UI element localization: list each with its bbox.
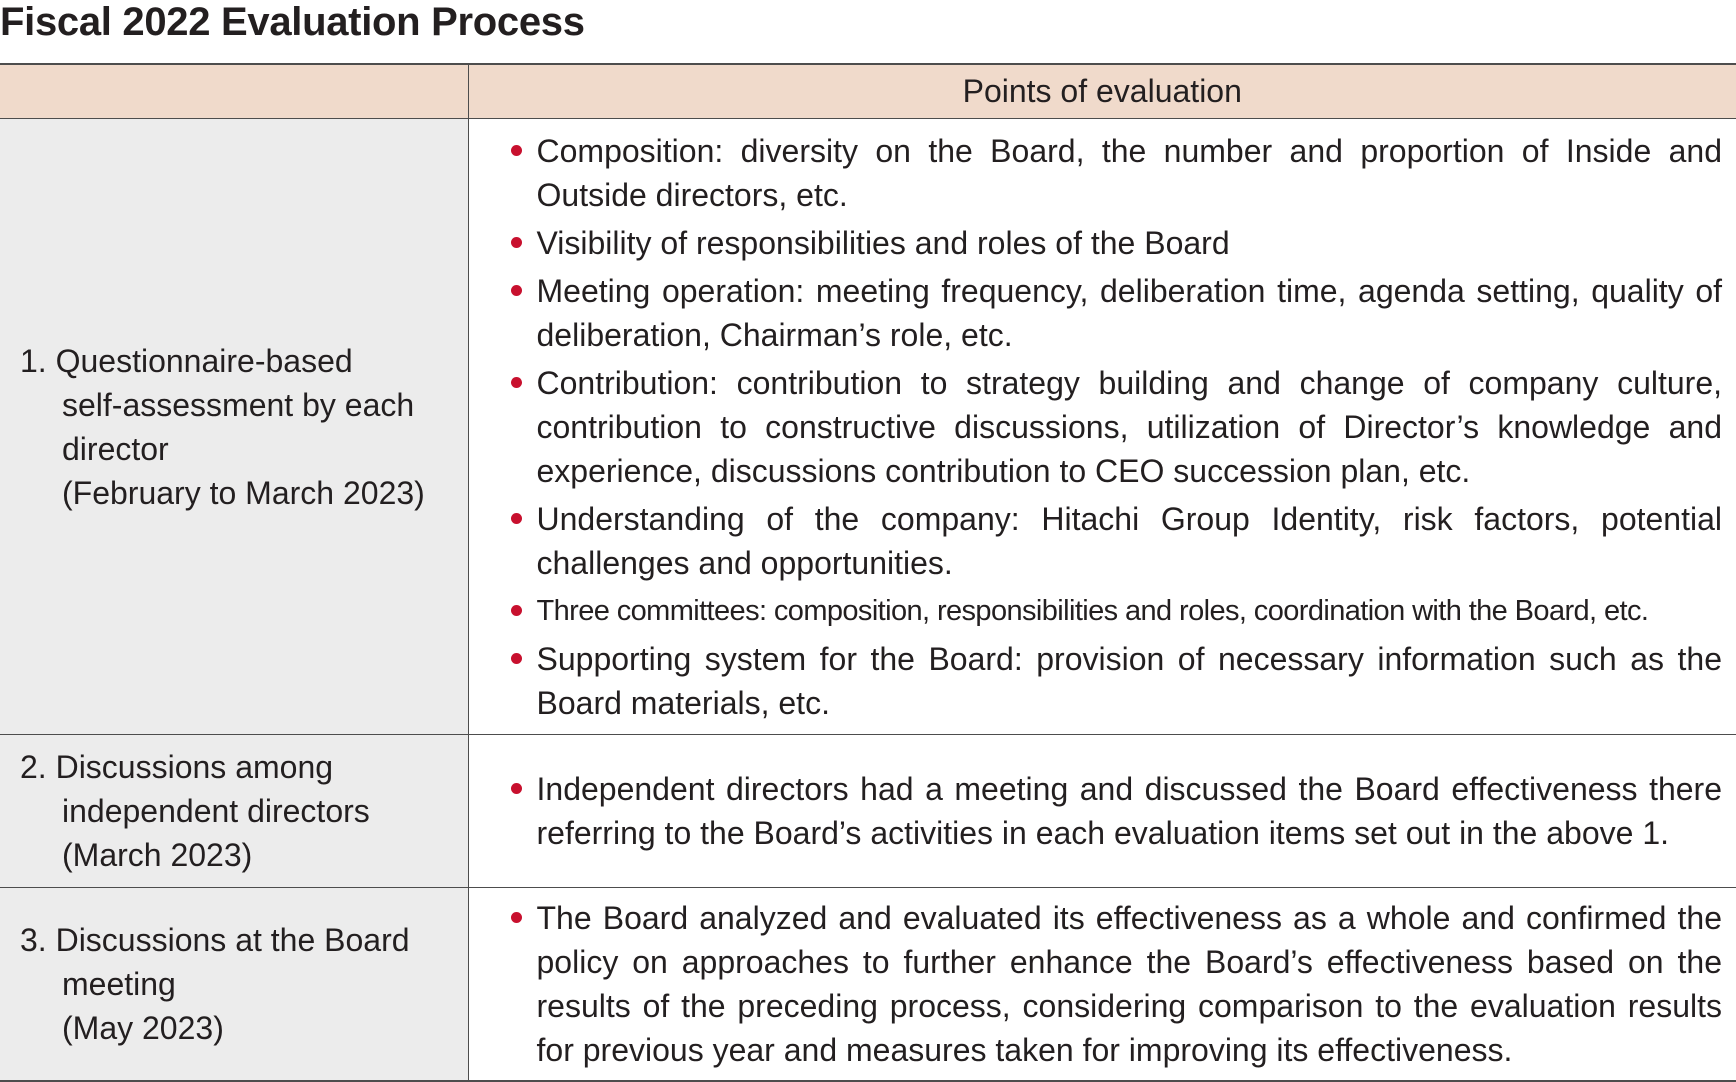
point-text: Visibility of responsibilities and roles of the Board (536, 224, 1230, 261)
header-points-of-evaluation: Points of evaluation (468, 64, 1736, 119)
step-label: independent directors (62, 793, 370, 829)
list-item (511, 497, 1723, 585)
list-item (511, 896, 1723, 1072)
list-item (511, 129, 1723, 217)
points-cell (468, 735, 1736, 888)
page-title: Fiscal 2022 Evaluation Process (0, 0, 585, 44)
point-text: Contribution: contribution to strategy building and change of company culture, contribution to constructive discussions, utilization of Director’s knowledge and experience, discussions contribution to CEO succession plan, etc. (536, 364, 1722, 489)
points-cell (468, 888, 1736, 1082)
list-item (511, 637, 1723, 725)
step-label: 2. Discussions among (20, 749, 334, 785)
bullet-dot-icon (511, 377, 522, 388)
header-step-cell (0, 64, 468, 119)
point-text: Composition: diversity on the Board, the number and proportion of Inside and Outside directors, etc. (536, 132, 1722, 213)
point-text: Meeting operation: meeting frequency, deliberation time, agenda setting, quality of deliberation, Chairman’s role, etc. (536, 272, 1722, 353)
bullet-dot-icon (511, 285, 522, 296)
bullet-dot-icon (511, 513, 522, 524)
points-cell (468, 119, 1736, 735)
step-label: self-assessment by each (62, 386, 415, 423)
table-row (0, 888, 1736, 1082)
list-item (511, 589, 1723, 633)
table-row (0, 119, 1736, 735)
step-label: meeting (62, 966, 176, 1002)
step-cell (0, 119, 468, 735)
points-list (511, 767, 1723, 855)
list-item (511, 269, 1723, 357)
point-text: Independent directors had a meeting and discussed the Board effectiveness there referring to the Board’s activities in each evaluation items set out in the above 1. (536, 771, 1722, 851)
step-period: (March 2023) (62, 837, 253, 873)
point-text: Understanding of the company: Hitachi Group Identity, risk factors, potential challenges and opportunities. (536, 500, 1722, 581)
point-text: Three committees: composition, responsibilities and roles, coordination with the Board, etc. (536, 594, 1649, 627)
table-row (0, 735, 1736, 888)
bullet-dot-icon (511, 912, 522, 923)
step-label: 1. Questionnaire-based (20, 342, 353, 379)
step-label: director (62, 430, 169, 467)
bullet-dot-icon (511, 653, 522, 664)
bullet-dot-icon (511, 605, 522, 616)
list-item (511, 221, 1723, 265)
point-text: Supporting system for the Board: provision of necessary information such as the Board materials, etc. (536, 640, 1722, 721)
bullet-dot-icon (511, 783, 522, 794)
bullet-dot-icon (511, 145, 522, 156)
evaluation-process-table (0, 63, 1736, 1082)
step-cell (0, 735, 468, 888)
list-item (511, 767, 1723, 855)
point-text: The Board analyzed and evaluated its effectiveness as a whole and confirmed the policy on approaches to further enhance the Board’s effectiveness based on the results of the preceding process, considering comparison to the evaluation results for previous year and measures taken for improving its effectiveness. (536, 900, 1722, 1068)
step-cell (0, 888, 468, 1082)
points-list (511, 129, 1723, 725)
step-label: 3. Discussions at the Board (20, 922, 410, 958)
table-header-row (0, 64, 1736, 119)
bullet-dot-icon (511, 237, 522, 248)
points-list (511, 896, 1723, 1072)
step-period: (May 2023) (62, 1010, 224, 1046)
step-period: (February to March 2023) (62, 474, 425, 511)
list-item (511, 361, 1723, 493)
